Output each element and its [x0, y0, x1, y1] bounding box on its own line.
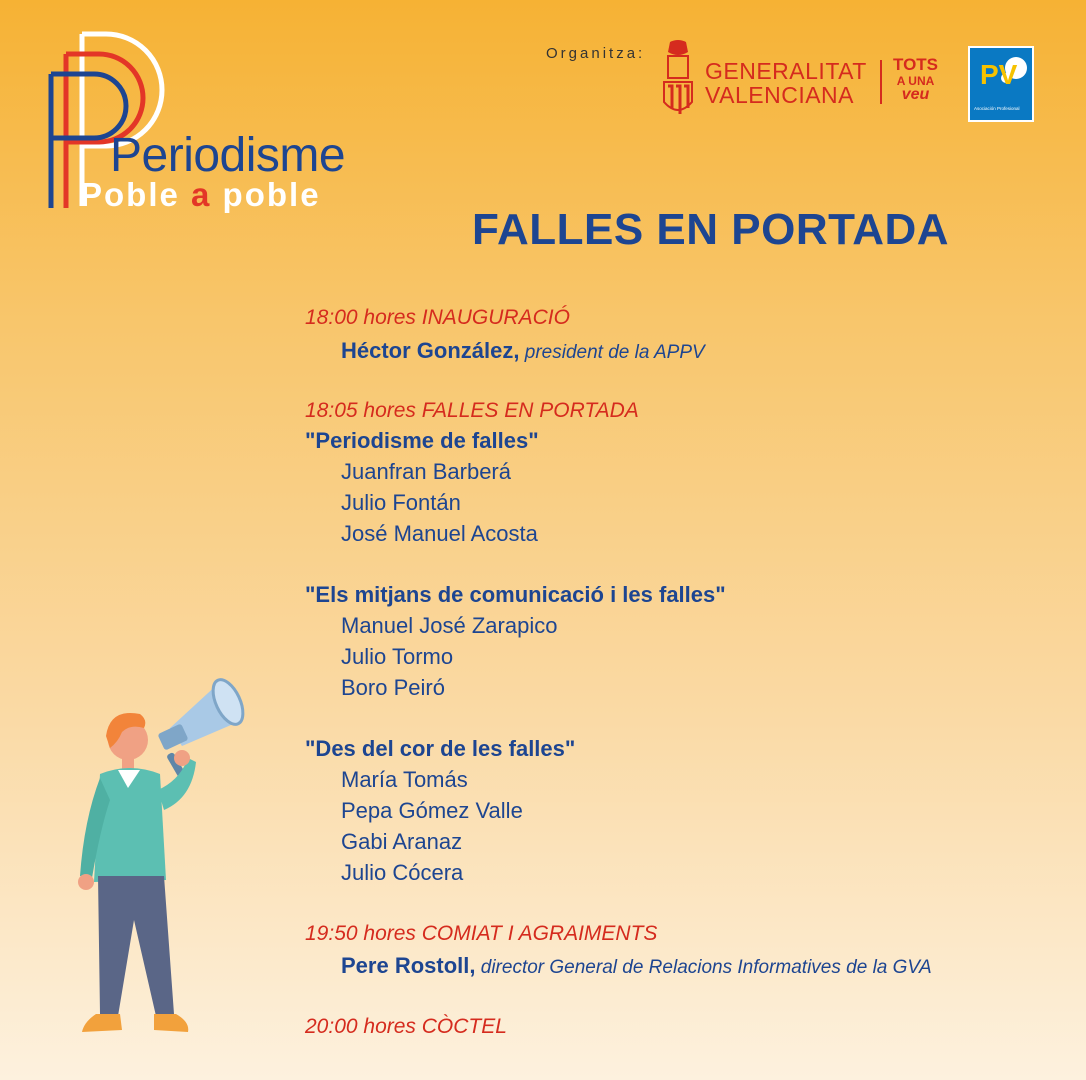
- list-item: José Manuel Acosta: [341, 521, 538, 546]
- speaker-hector: [341, 338, 705, 364]
- topic-periodisme-de-falles: "Periodisme de falles": [305, 428, 539, 453]
- list-item: Julio Cócera: [341, 860, 464, 885]
- logo-word: Periodisme: [110, 129, 346, 182]
- tots-a-una-veu-logo: [893, 56, 938, 103]
- speaker-role: president de la APPV: [519, 342, 705, 363]
- organizer-divider: [880, 60, 882, 104]
- list-item: Julio Tormo: [341, 644, 454, 669]
- time-inauguracio: 18:00 hores INAUGURACIÓ: [305, 306, 570, 329]
- list-item: Juanfran Barberá: [341, 459, 511, 484]
- list-item: Gabi Aranaz: [341, 829, 463, 854]
- time-coctel: 20:00 hores CÒCTEL: [305, 1015, 507, 1038]
- topic-des-del-cor: "Des del cor de les falles": [305, 736, 576, 761]
- list-item: Pepa Gómez Valle: [341, 798, 523, 823]
- speaker-name: Pere Rostoll,: [341, 953, 476, 978]
- page-title: FALLES EN PORTADA: [472, 205, 950, 254]
- veu-text: veu: [901, 86, 930, 103]
- logo-subtitle: [80, 176, 321, 214]
- periodisme-logo: [44, 26, 374, 216]
- organizer-label: Organitza:: [546, 45, 646, 62]
- megaphone-person-illustration: [60, 670, 260, 1050]
- appv-logo: [968, 46, 1034, 122]
- appv-caption: Asociación Profesional: [974, 106, 1020, 111]
- generalitat-line1: GENERALITAT: [705, 58, 867, 84]
- list-item: Manuel José Zarapico: [341, 613, 558, 638]
- topic-mitjans-comunicacio: "Els mitjans de comunicació i les falles": [305, 582, 726, 607]
- time-comiat: 19:50 hores COMIAT I AGRAIMENTS: [305, 922, 658, 945]
- list-item: Boro Peiró: [341, 675, 445, 700]
- time-falles-en-portada: 18:05 hores FALLES EN PORTADA: [305, 399, 639, 422]
- generalitat-crest-icon: [660, 38, 696, 126]
- logo-sub-before: Poble: [80, 176, 192, 213]
- generalitat-line2: VALENCIANA: [705, 82, 855, 108]
- logo-sub-a: a: [191, 176, 212, 213]
- speaker-role: director General de Relacions Informatives de la GVA: [475, 957, 932, 978]
- appv-mark-icon: [970, 48, 1032, 104]
- megaphone-icon: [157, 675, 249, 778]
- list-item: María Tomás: [341, 767, 468, 792]
- speaker-pere: [341, 953, 932, 979]
- tots-text: TOTS: [893, 55, 939, 74]
- speaker-name: Héctor González,: [341, 338, 520, 363]
- appv-letters: PV: [980, 59, 1018, 90]
- list-item: Julio Fontán: [341, 490, 461, 515]
- logo-sub-after: poble: [211, 176, 321, 213]
- a-una-text: A UNA: [896, 74, 935, 88]
